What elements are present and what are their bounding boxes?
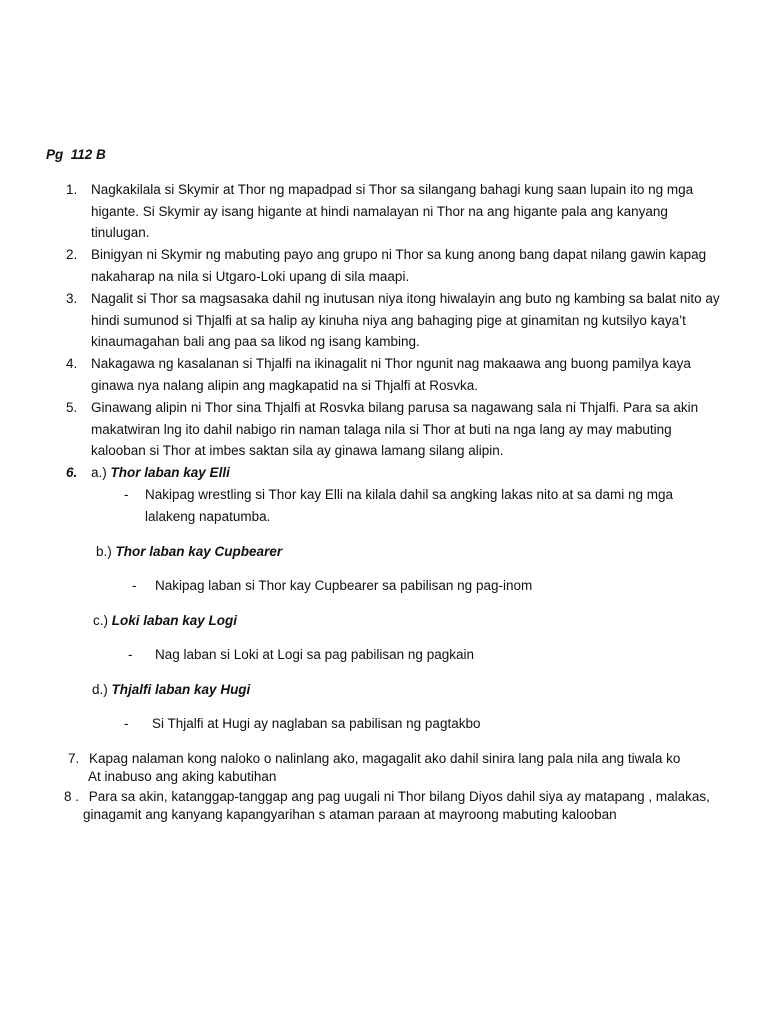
bullet-text: Nag laban si Loki at Logi sa pag pabilisan ng pagkain	[155, 647, 474, 662]
item-number: 6.	[66, 465, 78, 480]
bullet-text: Si Thjalfi at Hugi ay naglaban sa pabilisan ng pagtakbo	[152, 716, 481, 731]
sub-item-title: Thjalfi laban kay Hugi	[111, 682, 251, 697]
sub-item-label: b.)	[96, 544, 112, 559]
item-text: Nagalit si Thor sa magsasaka dahil ng inutusan niya itong hiwalayin ang buto ng kambing sa balat nito ay hindi sumunod si Thjalfi at sa halip ay kinuha niya ang bahaging pige at ginamitan ng kutsilyo kaya’t kinaumagahan bali ang paa sa likod ng isang kambing.	[91, 291, 720, 350]
item-text-line1: Kapag nalaman kong naloko o nalinlang ako, magagalit ako dahil sinira lang pala nila ang tiwala ko	[89, 751, 681, 766]
item-text-line2: At inabuso ang aking kabutihan	[88, 769, 277, 784]
item-number: 2.	[66, 247, 78, 262]
list-item	[66, 288, 726, 353]
sub-item-c	[93, 610, 237, 632]
item-text: Nakagawa ng kasalanan si Thjalfi na ikinagalit ni Thor ngunit nag makaawa ang buong pamilya kaya ginawa nya nalang alipin ang magkapatid na si Thjalfi at Rosvka.	[91, 356, 691, 393]
sub-item-bullet	[124, 713, 684, 735]
sub-item-label: a.)	[91, 465, 107, 480]
sub-item-b	[96, 541, 282, 563]
item-text-line1: Para sa akin, katanggap-tanggap ang pag uugali ni Thor bilang Diyos dahil siya ay matapang , malakas,	[88, 789, 710, 804]
list-item	[66, 179, 726, 244]
item-text: Ginawang alipin ni Thor sina Thjalfi at Rosvka bilang parusa sa nagawang sala ni Thjalfi. Para sa akin makatwiran lng ito dahil nabigo rin naman talaga nila si Thor at buti na nga lang ay may mabuting kalooban si Thor at imbes saktan sila ay ginawa lamang silang alipin.	[91, 400, 699, 459]
bullet-dash: -	[124, 487, 129, 502]
sub-item-label: d.)	[92, 682, 108, 697]
sub-item-bullet	[128, 644, 688, 666]
item-number: 4.	[66, 356, 78, 371]
item-number: 3.	[66, 291, 78, 306]
sub-item-a	[91, 462, 230, 484]
item-number: 7.	[68, 751, 80, 766]
page-heading: Pg 112 B	[46, 147, 106, 162]
list-item	[66, 397, 726, 462]
bullet-text: Nakipag laban si Thor kay Cupbearer sa pabilisan ng pag-inom	[155, 578, 533, 593]
list-item-7	[68, 750, 748, 786]
sub-item-label: c.)	[93, 613, 108, 628]
list-item-8	[64, 788, 744, 824]
sub-item-d	[92, 679, 250, 701]
bullet-dash: -	[128, 647, 133, 662]
sub-item-title: Thor laban kay Elli	[110, 465, 230, 480]
bullet-text: Nakipag wrestling si Thor kay Elli na kilala dahil sa angking lakas nito at sa dami ng mga lalakeng napatumba.	[145, 487, 674, 524]
item-text: Nagkakilala si Skymir at Thor ng mapadpad si Thor sa silangang bahagi kung saan lupain ito ng mga higante. Si Skymir ay isang higante at hindi namalayan ni Thor na ang higante pala ang kanyang tinulugan.	[91, 182, 694, 241]
item-number: 8 .	[64, 789, 80, 804]
item-number: 1.	[66, 182, 78, 197]
sub-item-bullet	[124, 484, 684, 527]
item-text-line2: ginagamit ang kanyang kapangyarihan s ataman paraan at mayroong mabuting kalooban	[83, 807, 617, 822]
list-item	[66, 353, 726, 396]
bullet-dash: -	[124, 716, 129, 731]
item-number: 5.	[66, 400, 78, 415]
sub-item-bullet	[132, 575, 692, 597]
bullet-dash: -	[132, 578, 137, 593]
list-item	[66, 244, 726, 287]
item-text: Binigyan ni Skymir ng mabuting payo ang grupo ni Thor sa kung anong bang dapat nilang gawin kapag nakaharap na nila si Utgaro-Loki upang di sila maapi.	[91, 247, 707, 284]
sub-item-title: Thor laban kay Cupbearer	[115, 544, 283, 559]
sub-item-title: Loki laban kay Logi	[111, 613, 238, 628]
